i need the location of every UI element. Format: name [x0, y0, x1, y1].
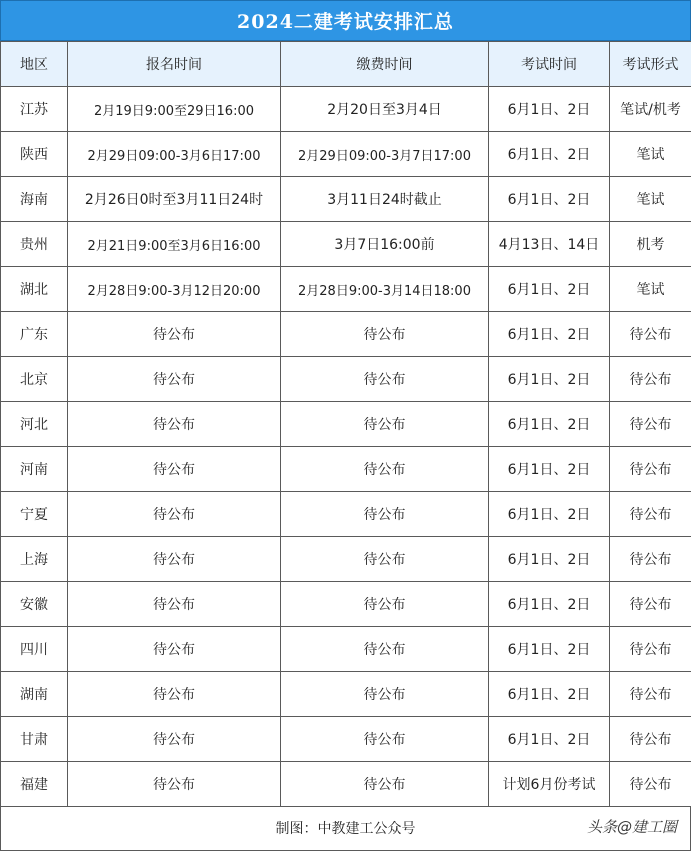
table-row [1, 87, 691, 132]
cell-exam-date: 6月1日、2日 [489, 267, 610, 312]
cell-payment: 2月28日9:00-3月14日18:00 [281, 267, 489, 312]
table-row [1, 627, 691, 672]
cell-payment: 待公布 [281, 762, 489, 807]
cell-registration: 待公布 [68, 312, 281, 357]
cell-exam-format: 待公布 [610, 582, 691, 627]
cell-region: 北京 [1, 357, 68, 402]
cell-registration: 待公布 [68, 357, 281, 402]
cell-registration: 2月28日9:00-3月12日20:00 [68, 267, 281, 312]
table-row [1, 402, 691, 447]
cell-exam-date: 6月1日、2日 [489, 312, 610, 357]
cell-exam-date: 6月1日、2日 [489, 537, 610, 582]
table-row [1, 132, 691, 177]
cell-region: 河南 [1, 447, 68, 492]
cell-exam-format: 待公布 [610, 672, 691, 717]
cell-exam-format: 待公布 [610, 492, 691, 537]
cell-exam-date: 4月13日、14日 [489, 222, 610, 267]
cell-payment: 待公布 [281, 447, 489, 492]
cell-payment: 待公布 [281, 402, 489, 447]
exam-schedule-table [0, 41, 691, 807]
cell-exam-date: 6月1日、2日 [489, 132, 610, 177]
cell-payment: 2月20日至3月4日 [281, 87, 489, 132]
cell-region: 江苏 [1, 87, 68, 132]
column-header-region: 地区 [1, 42, 68, 87]
cell-registration: 待公布 [68, 447, 281, 492]
cell-registration: 2月29日09:00-3月6日17:00 [68, 132, 281, 177]
cell-region: 海南 [1, 177, 68, 222]
table-row [1, 222, 691, 267]
cell-exam-date: 6月1日、2日 [489, 177, 610, 222]
table-row [1, 537, 691, 582]
cell-payment: 3月11日24时截止 [281, 177, 489, 222]
cell-registration: 待公布 [68, 492, 281, 537]
cell-registration: 待公布 [68, 582, 281, 627]
cell-exam-format: 待公布 [610, 717, 691, 762]
cell-exam-format: 笔试/机考 [610, 87, 691, 132]
cell-registration: 待公布 [68, 537, 281, 582]
cell-exam-date: 6月1日、2日 [489, 582, 610, 627]
cell-region: 广东 [1, 312, 68, 357]
cell-registration: 待公布 [68, 717, 281, 762]
cell-exam-format: 笔试 [610, 267, 691, 312]
cell-exam-date: 6月1日、2日 [489, 447, 610, 492]
cell-exam-date: 6月1日、2日 [489, 672, 610, 717]
cell-registration: 2月26日0时至3月11日24时 [68, 177, 281, 222]
cell-exam-format: 待公布 [610, 762, 691, 807]
column-header-exam-format: 考试形式 [610, 42, 691, 87]
cell-exam-format: 待公布 [610, 447, 691, 492]
cell-registration: 2月21日9:00至3月6日16:00 [68, 222, 281, 267]
cell-region: 四川 [1, 627, 68, 672]
cell-exam-format: 笔试 [610, 132, 691, 177]
cell-payment: 待公布 [281, 582, 489, 627]
column-header-exam-date: 考试时间 [489, 42, 610, 87]
cell-exam-date: 计划6月份考试 [489, 762, 610, 807]
cell-payment: 待公布 [281, 357, 489, 402]
cell-payment: 待公布 [281, 312, 489, 357]
cell-registration: 2月19日9:00至29日16:00 [68, 87, 281, 132]
cell-region: 河北 [1, 402, 68, 447]
footer-credit: 制图：中教建工公众号 [0, 806, 691, 851]
cell-payment: 待公布 [281, 537, 489, 582]
cell-exam-format: 待公布 [610, 357, 691, 402]
cell-payment: 待公布 [281, 672, 489, 717]
table-row [1, 267, 691, 312]
cell-payment: 2月29日09:00-3月7日17:00 [281, 132, 489, 177]
cell-payment: 3月7日16:00前 [281, 222, 489, 267]
cell-exam-format: 待公布 [610, 402, 691, 447]
cell-region: 甘肃 [1, 717, 68, 762]
cell-payment: 待公布 [281, 627, 489, 672]
cell-exam-date: 6月1日、2日 [489, 492, 610, 537]
column-header-payment: 缴费时间 [281, 42, 489, 87]
cell-registration: 待公布 [68, 762, 281, 807]
cell-payment: 待公布 [281, 492, 489, 537]
cell-exam-format: 笔试 [610, 177, 691, 222]
table-row [1, 447, 691, 492]
cell-region: 福建 [1, 762, 68, 807]
table-row [1, 312, 691, 357]
cell-region: 陕西 [1, 132, 68, 177]
table-header-row [1, 42, 691, 87]
table-row [1, 492, 691, 537]
cell-exam-format: 机考 [610, 222, 691, 267]
cell-exam-format: 待公布 [610, 627, 691, 672]
cell-region: 宁夏 [1, 492, 68, 537]
cell-payment: 待公布 [281, 717, 489, 762]
table-row [1, 717, 691, 762]
cell-region: 上海 [1, 537, 68, 582]
cell-exam-date: 6月1日、2日 [489, 627, 610, 672]
table-row [1, 582, 691, 627]
cell-region: 贵州 [1, 222, 68, 267]
cell-exam-date: 6月1日、2日 [489, 87, 610, 132]
table-row [1, 357, 691, 402]
cell-registration: 待公布 [68, 672, 281, 717]
column-header-registration: 报名时间 [68, 42, 281, 87]
cell-region: 湖北 [1, 267, 68, 312]
cell-registration: 待公布 [68, 402, 281, 447]
cell-exam-format: 待公布 [610, 537, 691, 582]
cell-registration: 待公布 [68, 627, 281, 672]
table-row [1, 672, 691, 717]
cell-exam-date: 6月1日、2日 [489, 402, 610, 447]
cell-region: 湖南 [1, 672, 68, 717]
table-row [1, 177, 691, 222]
cell-exam-date: 6月1日、2日 [489, 357, 610, 402]
sheet-title: 2024二建考试安排汇总 [0, 0, 691, 41]
cell-exam-date: 6月1日、2日 [489, 717, 610, 762]
watermark: 头条@建工圈 [586, 818, 677, 836]
cell-region: 安徽 [1, 582, 68, 627]
cell-exam-format: 待公布 [610, 312, 691, 357]
table-row [1, 762, 691, 807]
